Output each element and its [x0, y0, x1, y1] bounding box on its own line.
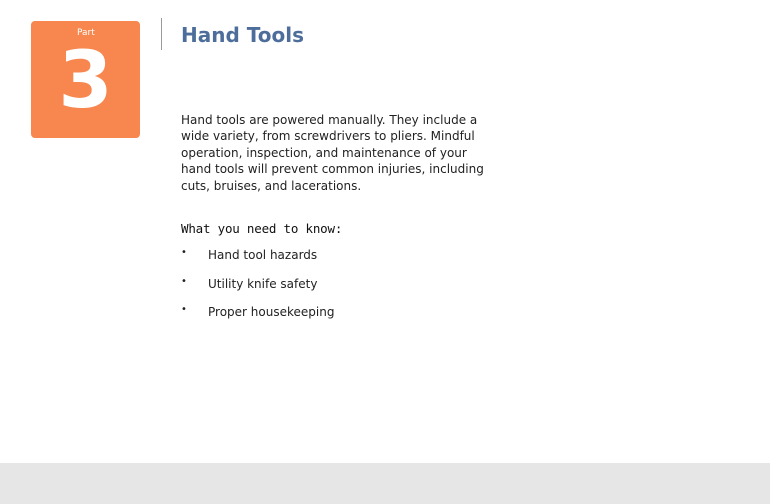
part-badge — [31, 21, 140, 138]
need-to-know-heading: What you need to know: — [181, 221, 343, 236]
bullet-icon: • — [181, 304, 187, 315]
part-number: 3 — [58, 36, 113, 126]
page-title: Hand Tools — [181, 23, 304, 47]
title-divider — [161, 18, 162, 50]
intro-paragraph: Hand tools are powered manually. They include a wide variety, from screwdrivers to pliers. Mindful operation, inspection, and maintenance of your hand tools will prevent common injuries, including cuts, bruises, and lacerations. — [181, 113, 484, 193]
bullet-icon: • — [181, 275, 187, 287]
list-item-label: Proper housekeeping — [208, 305, 335, 319]
list-item-label: Hand tool hazards — [208, 248, 318, 262]
part-label: Part — [77, 28, 95, 38]
bullet-icon: • — [181, 247, 187, 258]
list-item-label: Utility knife safety — [208, 276, 318, 291]
footer-bar — [0, 463, 770, 504]
